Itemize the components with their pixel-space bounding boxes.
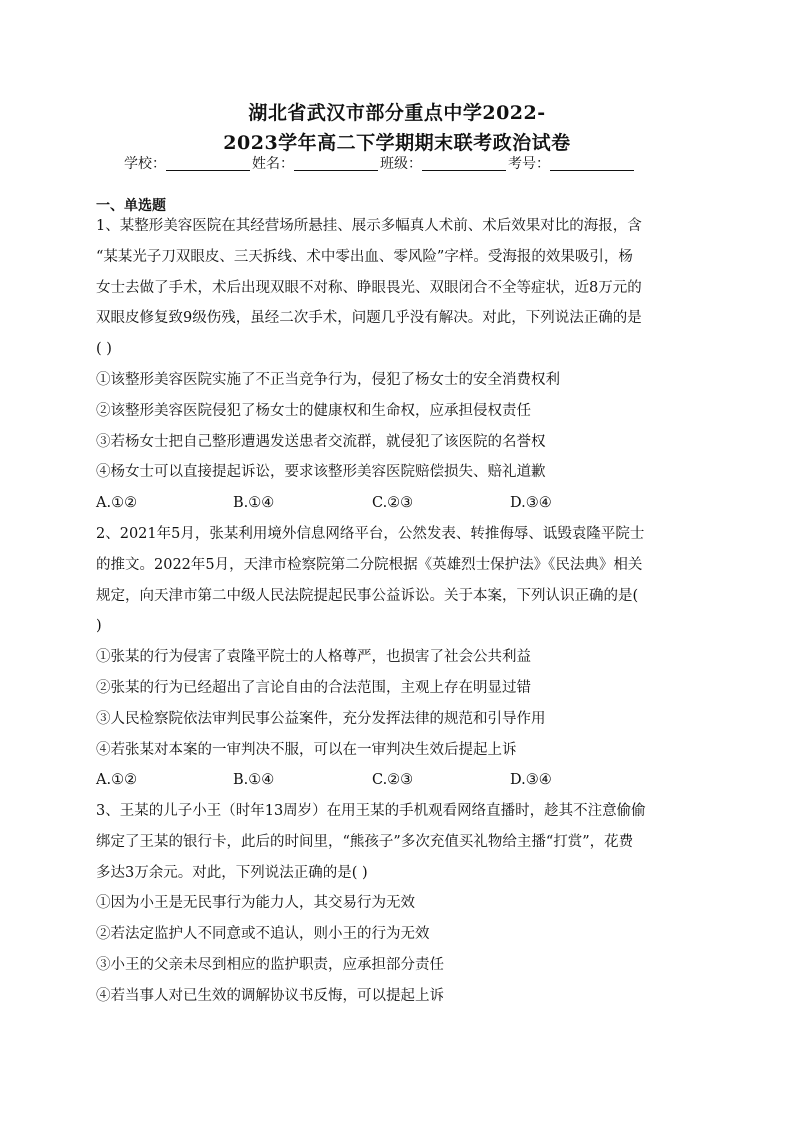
question-text-line: 绑定了王某的银行卡，此后的时间里，“熊孩子”多次充值买礼物给主播“打赏”，花费	[96, 833, 634, 850]
option-a[interactable]: A.①②	[96, 495, 138, 512]
question-2	[96, 519, 696, 796]
question-1	[96, 211, 696, 519]
question-text-line: ( )	[96, 341, 112, 358]
question-3	[96, 796, 696, 1012]
question-text-line: 规定，向天津市第二中级人民法院提起民事公益诉讼。关于本案，下列认识正确的是(	[96, 587, 639, 604]
option-d[interactable]: D.③④	[510, 772, 552, 789]
question-text-line: )	[96, 618, 102, 635]
statement-3: ③若杨女士把自己整形遭遇发送患者交流群，就侵犯了该医院的名誉权	[96, 433, 546, 450]
statement-2: ②若法定监护人不同意或不追认，则小王的行为无效	[96, 926, 430, 943]
statement-4: ④若张某对本案的一审判决不服，可以在一审判决生效后提起上诉	[96, 741, 517, 758]
option-d[interactable]: D.③④	[510, 495, 552, 512]
question-text-line: 2、2021年5月，张某利用境外信息网络平台，公然发表、转推侮辱、诋毁袁隆平院士	[96, 526, 645, 542]
question-text-line: 1、某整形美容医院在其经营场所悬挂、展示多幅真人术前、术后效果对比的海报，含	[96, 218, 642, 234]
class-label: 班级：	[380, 156, 422, 172]
student-info-row	[124, 153, 636, 173]
question-text-line: 多达3万余元。对此，下列说法正确的是( )	[96, 864, 368, 881]
answer-options	[96, 488, 696, 519]
exam-number-label: 考号：	[508, 156, 550, 172]
statement-1: ①该整形美容医院实施了不正当竞争行为，侵犯了杨女士的安全消费权利	[96, 371, 560, 388]
exam-title-line-2: 2023学年高二下学期期末联考政治试卷	[223, 132, 571, 154]
statement-3: ③小王的父亲未尽到相应的监护职责，应承担部分责任	[96, 956, 444, 973]
class-blank[interactable]	[422, 156, 506, 171]
option-a[interactable]: A.①②	[96, 772, 138, 789]
question-text-line: 女士去做了手术，术后出现双眼不对称、睁眼畏光、双眼闭合不全等症状，近8万元的	[96, 279, 642, 296]
statement-2: ②张某的行为已经超出了言论自由的合法范围，主观上存在明显过错	[96, 679, 531, 696]
section-heading: 一、单选题	[96, 198, 166, 214]
exam-title-line-1: 湖北省武汉市部分重点中学2022-	[248, 102, 546, 124]
statement-4: ④杨女士可以直接提起诉讼，要求该整形美容医院赔偿损失、赔礼道歉	[96, 464, 546, 481]
statement-2: ②该整形美容医院侵犯了杨女士的健康权和生命权，应承担侵权责任	[96, 402, 531, 419]
option-b[interactable]: B.①④	[233, 772, 275, 789]
question-text-line: 3、王某的儿子小王（时年13周岁）在用王某的手机观看网络直播时，趁其不注意偷偷	[96, 803, 646, 819]
option-b[interactable]: B.①④	[233, 495, 275, 512]
question-text-line: 的推文。2022年5月，天津市检察院第二分院根据《英雄烈士保护法》《民法典》相关	[96, 556, 643, 573]
answer-options	[96, 765, 696, 796]
statement-4: ④若当事人对已生效的调解协议书反悔，可以提起上诉	[96, 987, 444, 1004]
exam-number-blank[interactable]	[550, 156, 634, 171]
question-text-line: 双眼皮修复致9级伤残，虽经二次手术，问题几乎没有解决。对此，下列说法正确的是	[96, 310, 642, 327]
name-blank[interactable]	[294, 156, 378, 171]
statement-1: ①张某的行为侵害了袁隆平院士的人格尊严，也损害了社会公共利益	[96, 649, 531, 666]
option-c[interactable]: C.②③	[372, 772, 414, 789]
name-label: 姓名：	[252, 156, 294, 172]
school-blank[interactable]	[166, 156, 250, 171]
statement-1: ①因为小王是无民事行为能力人，其交易行为无效	[96, 895, 415, 912]
school-label: 学校：	[124, 156, 166, 172]
question-text-line: “某某光子刀双眼皮、三天拆线、术中零出血、零风险”字样。受海报的效果吸引，杨	[96, 248, 633, 265]
option-c[interactable]: C.②③	[372, 495, 414, 512]
statement-3: ③人民检察院依法审判民事公益案件，充分发挥法律的规范和引导作用	[96, 710, 546, 727]
